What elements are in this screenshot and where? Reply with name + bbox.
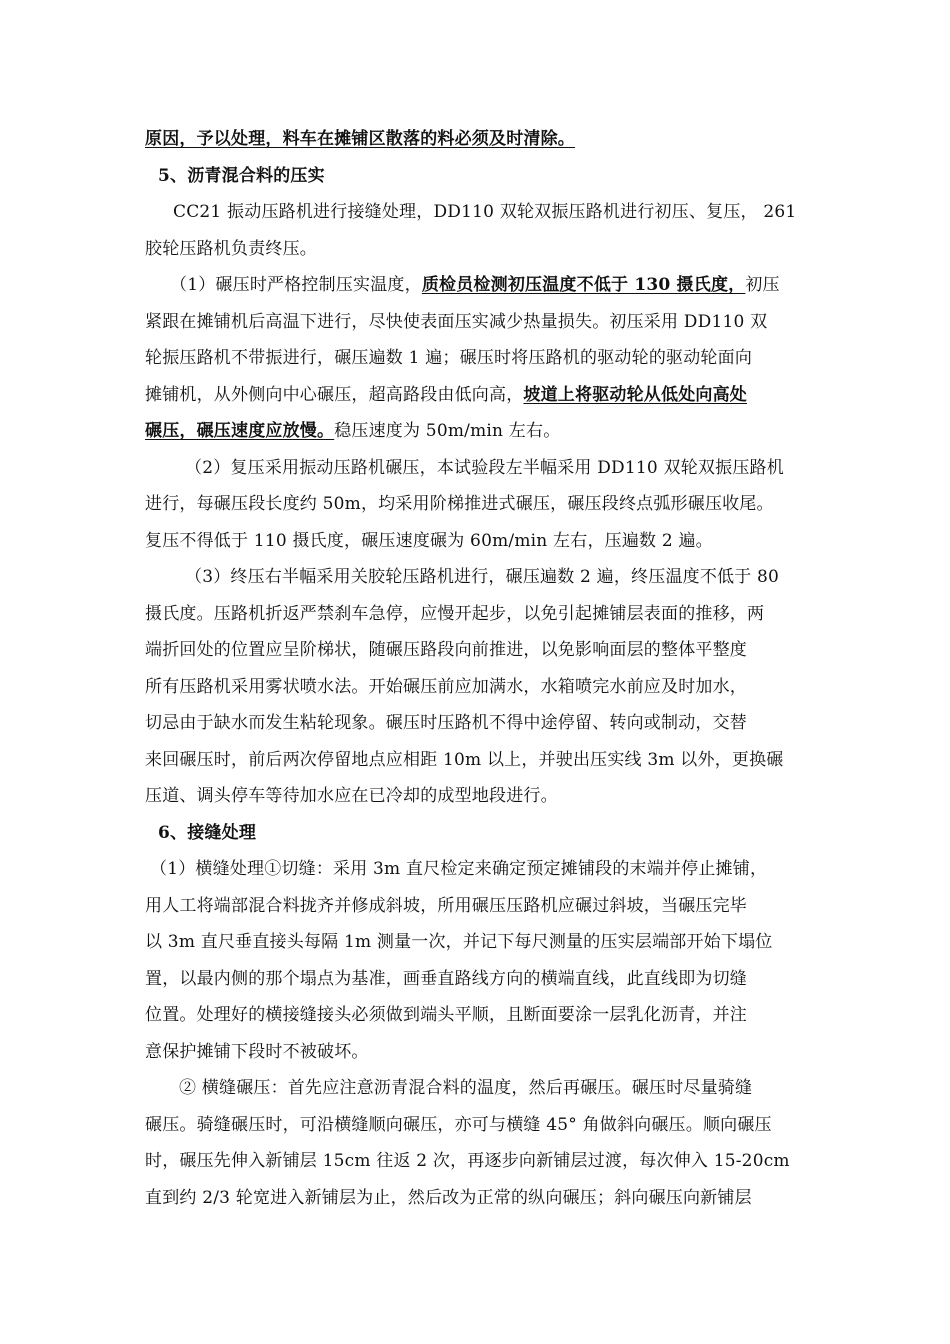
text-segment: （3）终压右半幅采用关胶轮压路机进行，碾压遍数 2 遍，终压温度不低于 80 xyxy=(185,567,780,587)
text-line xyxy=(145,596,813,633)
text-segment: 置，以最内侧的那个塌点为基准，画垂直路线方向的横端直线，此直线即为切缝 xyxy=(145,968,747,989)
text-segment: 进行，每碾压段长度约 50m，均采用阶梯推进式碾压，碾压段终点弧形碾压收尾。 xyxy=(145,494,774,514)
text-line xyxy=(145,705,813,742)
emphasis-text: 碾压，碾压速度应放慢。 xyxy=(145,421,335,441)
text-line xyxy=(145,523,813,560)
text-segment: 5、沥青混合料的压实 xyxy=(158,165,325,186)
text-segment: ② 横缝碾压：首先应注意沥青混合料的温度，然后再碾压。碾压时尽量骑缝 xyxy=(179,1078,753,1098)
text-segment: CC21 振动压路机进行接缝处理，DD110 双轮双振压路机进行初压、复压， 261 xyxy=(173,202,797,222)
text-segment: （1）碾压时严格控制压实温度， xyxy=(170,275,422,295)
text-line xyxy=(145,997,813,1034)
text-line xyxy=(145,121,813,158)
text-line xyxy=(145,1180,813,1217)
text-segment: 复压不得低于 110 摄氏度，碾压速度碾为 60m/min 左右，压遍数 2 遍。 xyxy=(145,530,713,551)
text-segment: 时，碾压先伸入新铺层 15cm 往返 2 次，再逐步向新铺层过渡，每次伸入 15-20cm xyxy=(145,1151,790,1171)
emphasis-text: 质检员检测初压温度不低于 130 摄氏度， xyxy=(421,275,746,295)
text-segment: 稳压速度为 50m/min 左右。 xyxy=(334,421,561,441)
text-line xyxy=(145,669,813,706)
text-segment: 位置。处理好的横接缝接头必须做到端头平顺，且断面要涂一层乳化沥青，并注 xyxy=(145,1005,747,1025)
text-line xyxy=(145,778,813,815)
emphasis-text: 原因，予以处理，料车在摊铺区散落的料必须及时清除。 xyxy=(145,129,575,149)
text-segment: 碾压。骑缝碾压时，可沿横缝顺向碾压，亦可与横缝 45° 角做斜向碾压。顺向碾压 xyxy=(145,1114,772,1135)
text-line xyxy=(145,924,813,961)
section-heading xyxy=(145,158,813,195)
text-segment: 所有压路机采用雾状喷水法。开始碾压前应加满水，水箱喷完水前应及时加水， xyxy=(145,676,747,697)
text-segment: 初压 xyxy=(745,275,780,295)
text-line xyxy=(145,194,813,231)
text-segment: 摊铺机，从外侧向中心碾压，超高路段由低向高， xyxy=(145,384,524,405)
emphasis-text: 坡道上将驱动轮从低处向高处 xyxy=(523,384,748,405)
text-segment: 胶轮压路机负责终压。 xyxy=(145,238,317,259)
text-segment: 端折回处的位置应呈阶梯状，随碾压路段向前推进，以免影响面层的整体平整度 xyxy=(145,640,747,660)
text-segment: 压道、调头停车等待加水应在已冷却的成型地段进行。 xyxy=(145,786,558,806)
text-line xyxy=(145,632,813,669)
text-segment: （1）横缝处理①切缝：采用 3m 直尺检定来确定预定摊铺段的末端并停止摊铺， xyxy=(150,859,768,879)
text-segment: 直到约 2/3 轮宽进入新铺层为止，然后改为正常的纵向碾压；斜向碾压向新铺层 xyxy=(145,1187,752,1208)
text-segment: 来回碾压时，前后两次停留地点应相距 10m 以上，并驶出压实线 3m 以外，更换碾 xyxy=(145,749,784,770)
text-segment: 6、接缝处理 xyxy=(158,822,257,843)
text-segment: 摄氏度。压路机折返严禁刹车急停，应慢开起步，以免引起摊铺层表面的推移，两 xyxy=(145,603,765,624)
section-heading xyxy=(145,815,813,852)
text-line xyxy=(145,304,813,341)
text-line xyxy=(145,486,813,523)
text-line xyxy=(145,1034,813,1071)
text-segment: 紧跟在摊铺机后高温下进行，尽快使表面压实减少热量损失。初压采用 DD110 双 xyxy=(145,311,768,332)
text-line xyxy=(145,413,813,450)
text-line xyxy=(145,1107,813,1144)
text-line xyxy=(145,377,813,414)
text-segment: 用人工将端部混合料拢齐并修成斜坡，所用碾压压路机应碾过斜坡，当碾压完毕 xyxy=(145,895,747,916)
text-segment: 意保护摊铺下段时不被破坏。 xyxy=(145,1041,369,1062)
document-body xyxy=(145,121,813,1216)
text-line xyxy=(145,888,813,925)
text-line xyxy=(145,340,813,377)
text-line xyxy=(145,267,813,304)
text-segment: 以 3m 直尺垂直接头每隔 1m 测量一次，并记下每尺测量的压实层端部开始下塌位 xyxy=(145,932,773,952)
text-line xyxy=(145,961,813,998)
text-line xyxy=(145,742,813,779)
text-segment: 轮振压路机不带振进行，碾压遍数 1 遍；碾压时将压路机的驱动轮的驱动轮面向 xyxy=(145,348,753,368)
text-segment: 切忌由于缺水而发生粘轮现象。碾压时压路机不得中途停留、转向或制动，交替 xyxy=(145,713,747,733)
text-line xyxy=(145,851,813,888)
text-line xyxy=(145,1143,813,1180)
text-line xyxy=(145,1070,813,1107)
text-line xyxy=(145,450,813,487)
text-segment: （2）复压采用振动压路机碾压，本试验段左半幅采用 DD110 双轮双振压路机 xyxy=(185,457,784,478)
text-line xyxy=(145,559,813,596)
text-line xyxy=(145,231,813,268)
